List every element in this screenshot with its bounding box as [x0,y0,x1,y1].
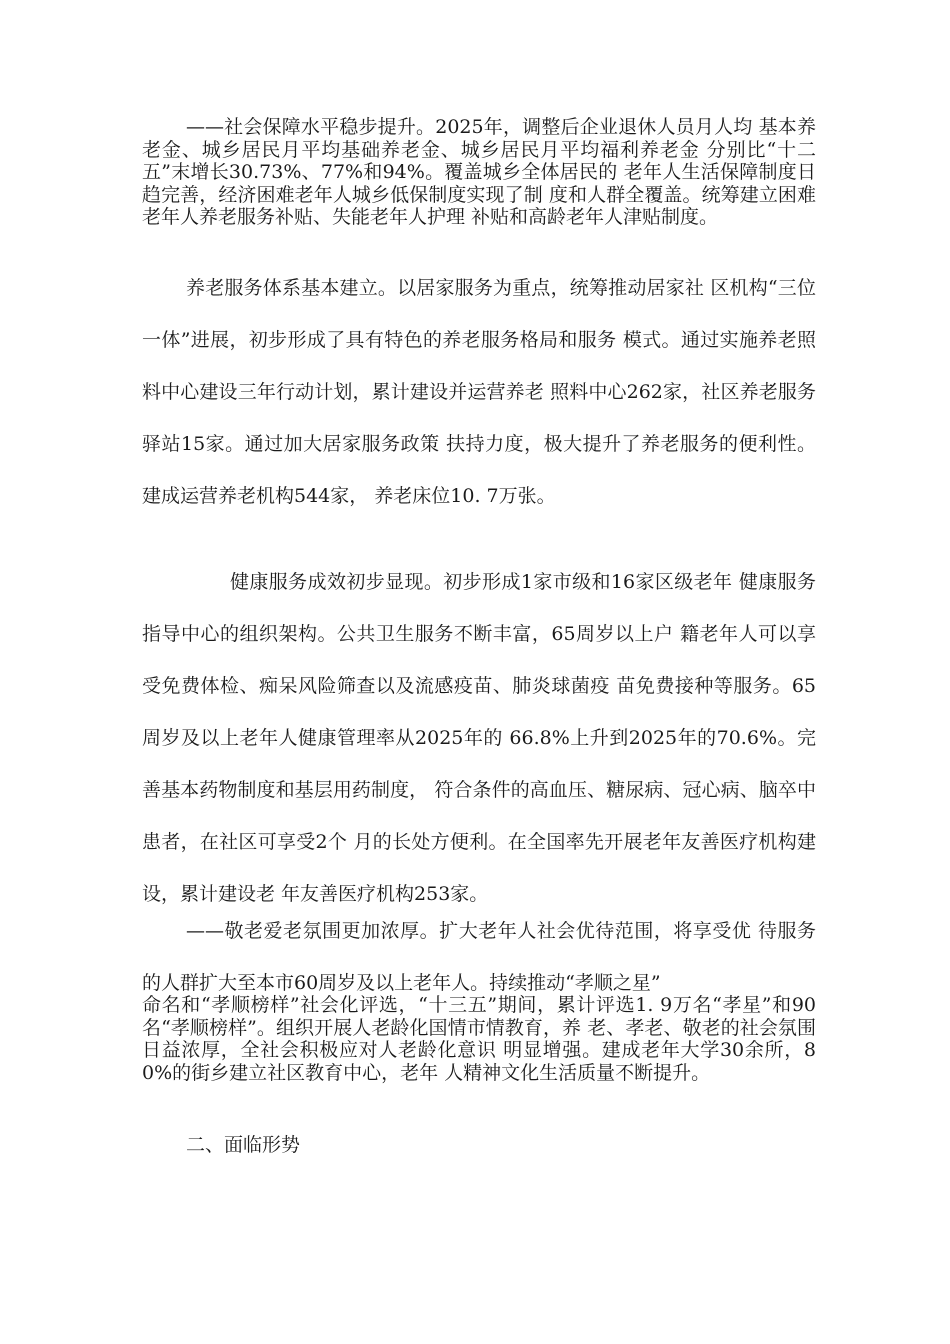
paragraph-social-security: ——社会保障水平稳步提升。2025年，调整后企业退休人员月人均 基本养老金、城乡居民月平均基础养老金、城乡居民月平均福利养老金 分别比“十二五”末增长30.73%、77%和94%。覆盖城乡全体居民的 老年人生活保障制度日趋完善，经济困难老年人城乡低保制度实现了制 度和人群全覆盖。统筹建立困难老年人养老服务补贴、失能老年人护理 补贴和高龄老年人津贴制度。 [142,116,816,228]
section-heading: 二、面临形势 [186,1134,301,1156]
paragraph-health-services: 健康服务成效初步显现。初步形成1家市级和16家区级老年 健康服务指导中心的组织架构。公共卫生服务不断丰富，65周岁以上户 籍老年人可以享受免费体检、痴呆风险筛查以及流感疫苗、肺炎球菌疫 苗免费接种等服务。65周岁及以上老年人健康管理率从2025年的 66.8%上升到2025年的70.6%。完善基本药物制度和基层用药制度， 符合条件的高血压、糖尿病、冠心病、脑卒中患者，在社区可享受2个 月的长处方便利。在全国率先开展老年友善医疗机构建设，累计建设老 年友善医疗机构253家。 [142,571,816,905]
paragraph-respect-elderly-part1: ——敬老爱老氛围更加浓厚。扩大老年人社会优待范围，将享受优 待服务的人群扩大至本市60周岁及以上老年人。持续推动“孝顺之星” [142,920,816,994]
paragraph-elderly-care-system: 养老服务体系基本建立。以居家服务为重点，统筹推动居家社 区机构“三位一体”进展，初步形成了具有特色的养老服务格局和服务 模式。通过实施养老照料中心建设三年行动计划，累计建设并运营养老 照料中心262家，社区养老服务驿站15家。通过加大居家服务政策 扶持力度，极大提升了养老服务的便利性。建成运营养老机构544家， 养老床位10. 7万张。 [142,277,816,507]
paragraph-respect-elderly-part2: 命名和“孝顺榜样”社会化评选，“十三五”期间，累计评选1. 9万名“孝星”和90名“孝顺榜样”。组织开展人老龄化国情市情教育，养 老、孝老、敬老的社会氛围日益浓厚，全社会积极应对人老龄化意识 明显增强。建成老年大学30余所，80%的街乡建立社区教育中心，老年 人精神文化生活质量不断提升。 [142,994,816,1084]
